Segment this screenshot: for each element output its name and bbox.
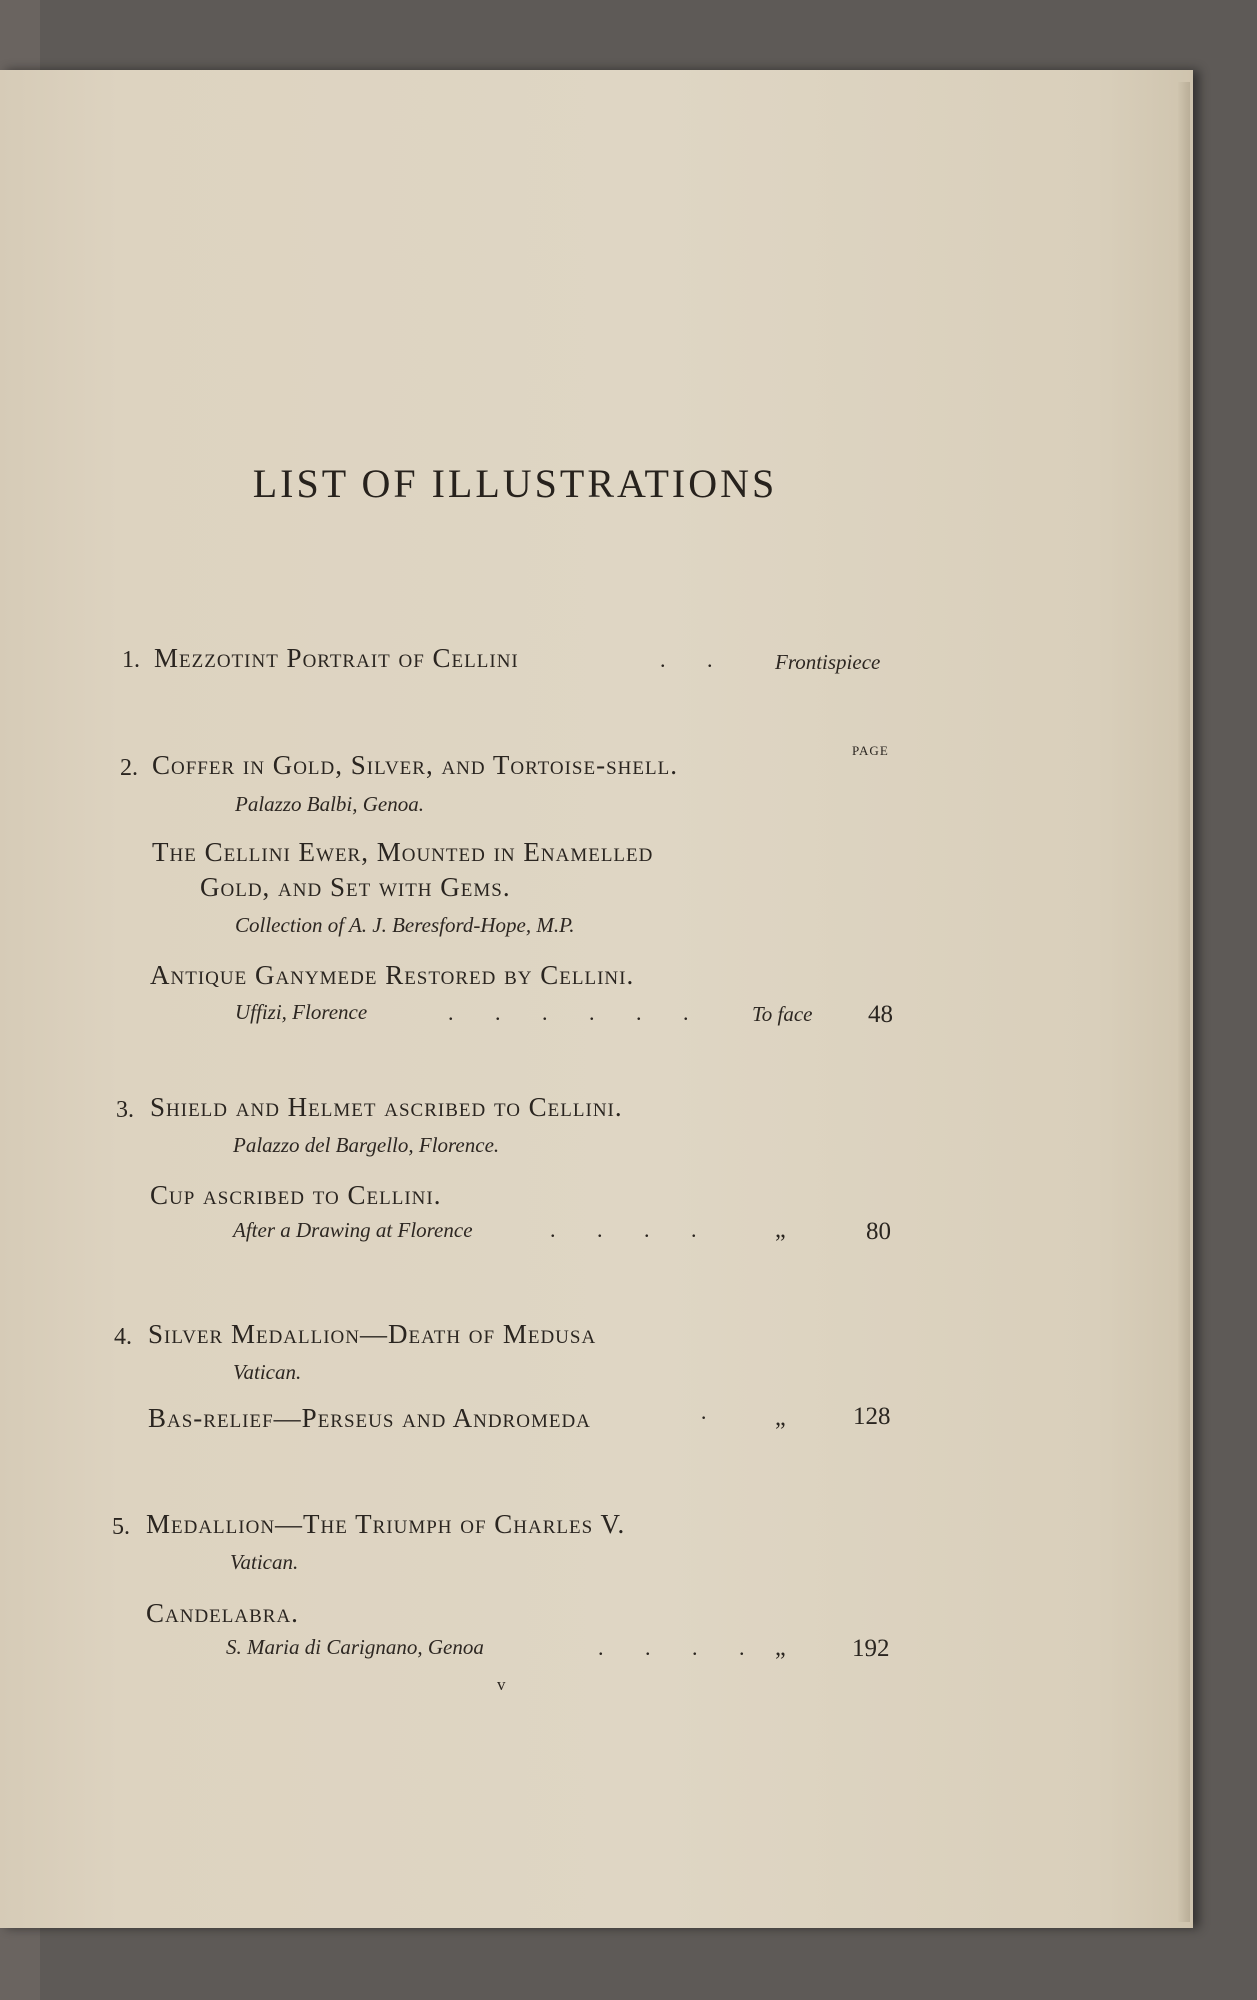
placement-label: Frontispiece (775, 650, 881, 674)
illustration-title: The Cellini Ewer, Mounted in Enamelled (152, 837, 654, 867)
page-column-label: PAGE (852, 743, 889, 758)
illustration-location: Vatican. (230, 1550, 299, 1574)
folio-number: v (497, 1675, 506, 1694)
leader-dots: . . . . . . (448, 1000, 707, 1025)
ditto-mark: „ (775, 1217, 786, 1243)
page-number: 128 (853, 1403, 891, 1430)
illustration-title: Coffer in Gold, Silver, and Tortoise-shell. (152, 750, 678, 780)
illustration-title: Cup ascribed to Cellini. (150, 1180, 442, 1210)
entry-number: 5. (112, 1514, 130, 1540)
illustration-location: After a Drawing at Florence (233, 1218, 473, 1242)
illustration-title: Shield and Helmet ascribed to Cellini. (150, 1092, 623, 1122)
illustration-location: S. Maria di Carignano, Genoa (226, 1635, 484, 1659)
ditto-mark: „ (775, 1635, 786, 1661)
illustration-title: Bas-relief—Perseus and Andromeda (148, 1403, 591, 1433)
page-title: LIST OF ILLUSTRATIONS (252, 461, 778, 506)
entry-number: 4. (114, 1324, 132, 1350)
leader-dots: . . . . (598, 1635, 763, 1660)
leader-dots: . . . . (550, 1217, 715, 1242)
illustration-title: Mezzotint Portrait of Cellini (154, 643, 519, 673)
entry-number: 1. (122, 647, 140, 673)
leader-dots: · (700, 1405, 726, 1430)
page-number: 192 (852, 1635, 890, 1662)
placement-label: To face (752, 1002, 813, 1026)
page-number: 80 (866, 1218, 891, 1245)
illustration-location: Palazzo Balbi, Genoa. (235, 792, 424, 816)
entry-number: 2. (120, 755, 138, 781)
entry-number: 3. (116, 1097, 134, 1123)
leader-dots: . . (660, 647, 731, 672)
illustration-title-continued: Gold, and Set with Gems. (200, 872, 511, 902)
illustration-location: Uffizi, Florence (235, 1000, 368, 1024)
illustration-title: Antique Ganymede Restored by Cellini. (150, 960, 635, 990)
illustration-title: Candelabra. (146, 1598, 299, 1628)
page-number: 48 (868, 1001, 893, 1028)
illustration-location: Palazzo del Bargello, Florence. (233, 1133, 500, 1157)
illustration-location: Vatican. (233, 1360, 302, 1384)
illustration-location: Collection of A. J. Beresford-Hope, M.P. (235, 913, 575, 937)
ditto-mark: „ (775, 1405, 786, 1431)
illustration-title: Medallion—The Triumph of Charles V. (146, 1509, 626, 1539)
illustration-title: Silver Medallion—Death of Medusa (148, 1319, 597, 1349)
